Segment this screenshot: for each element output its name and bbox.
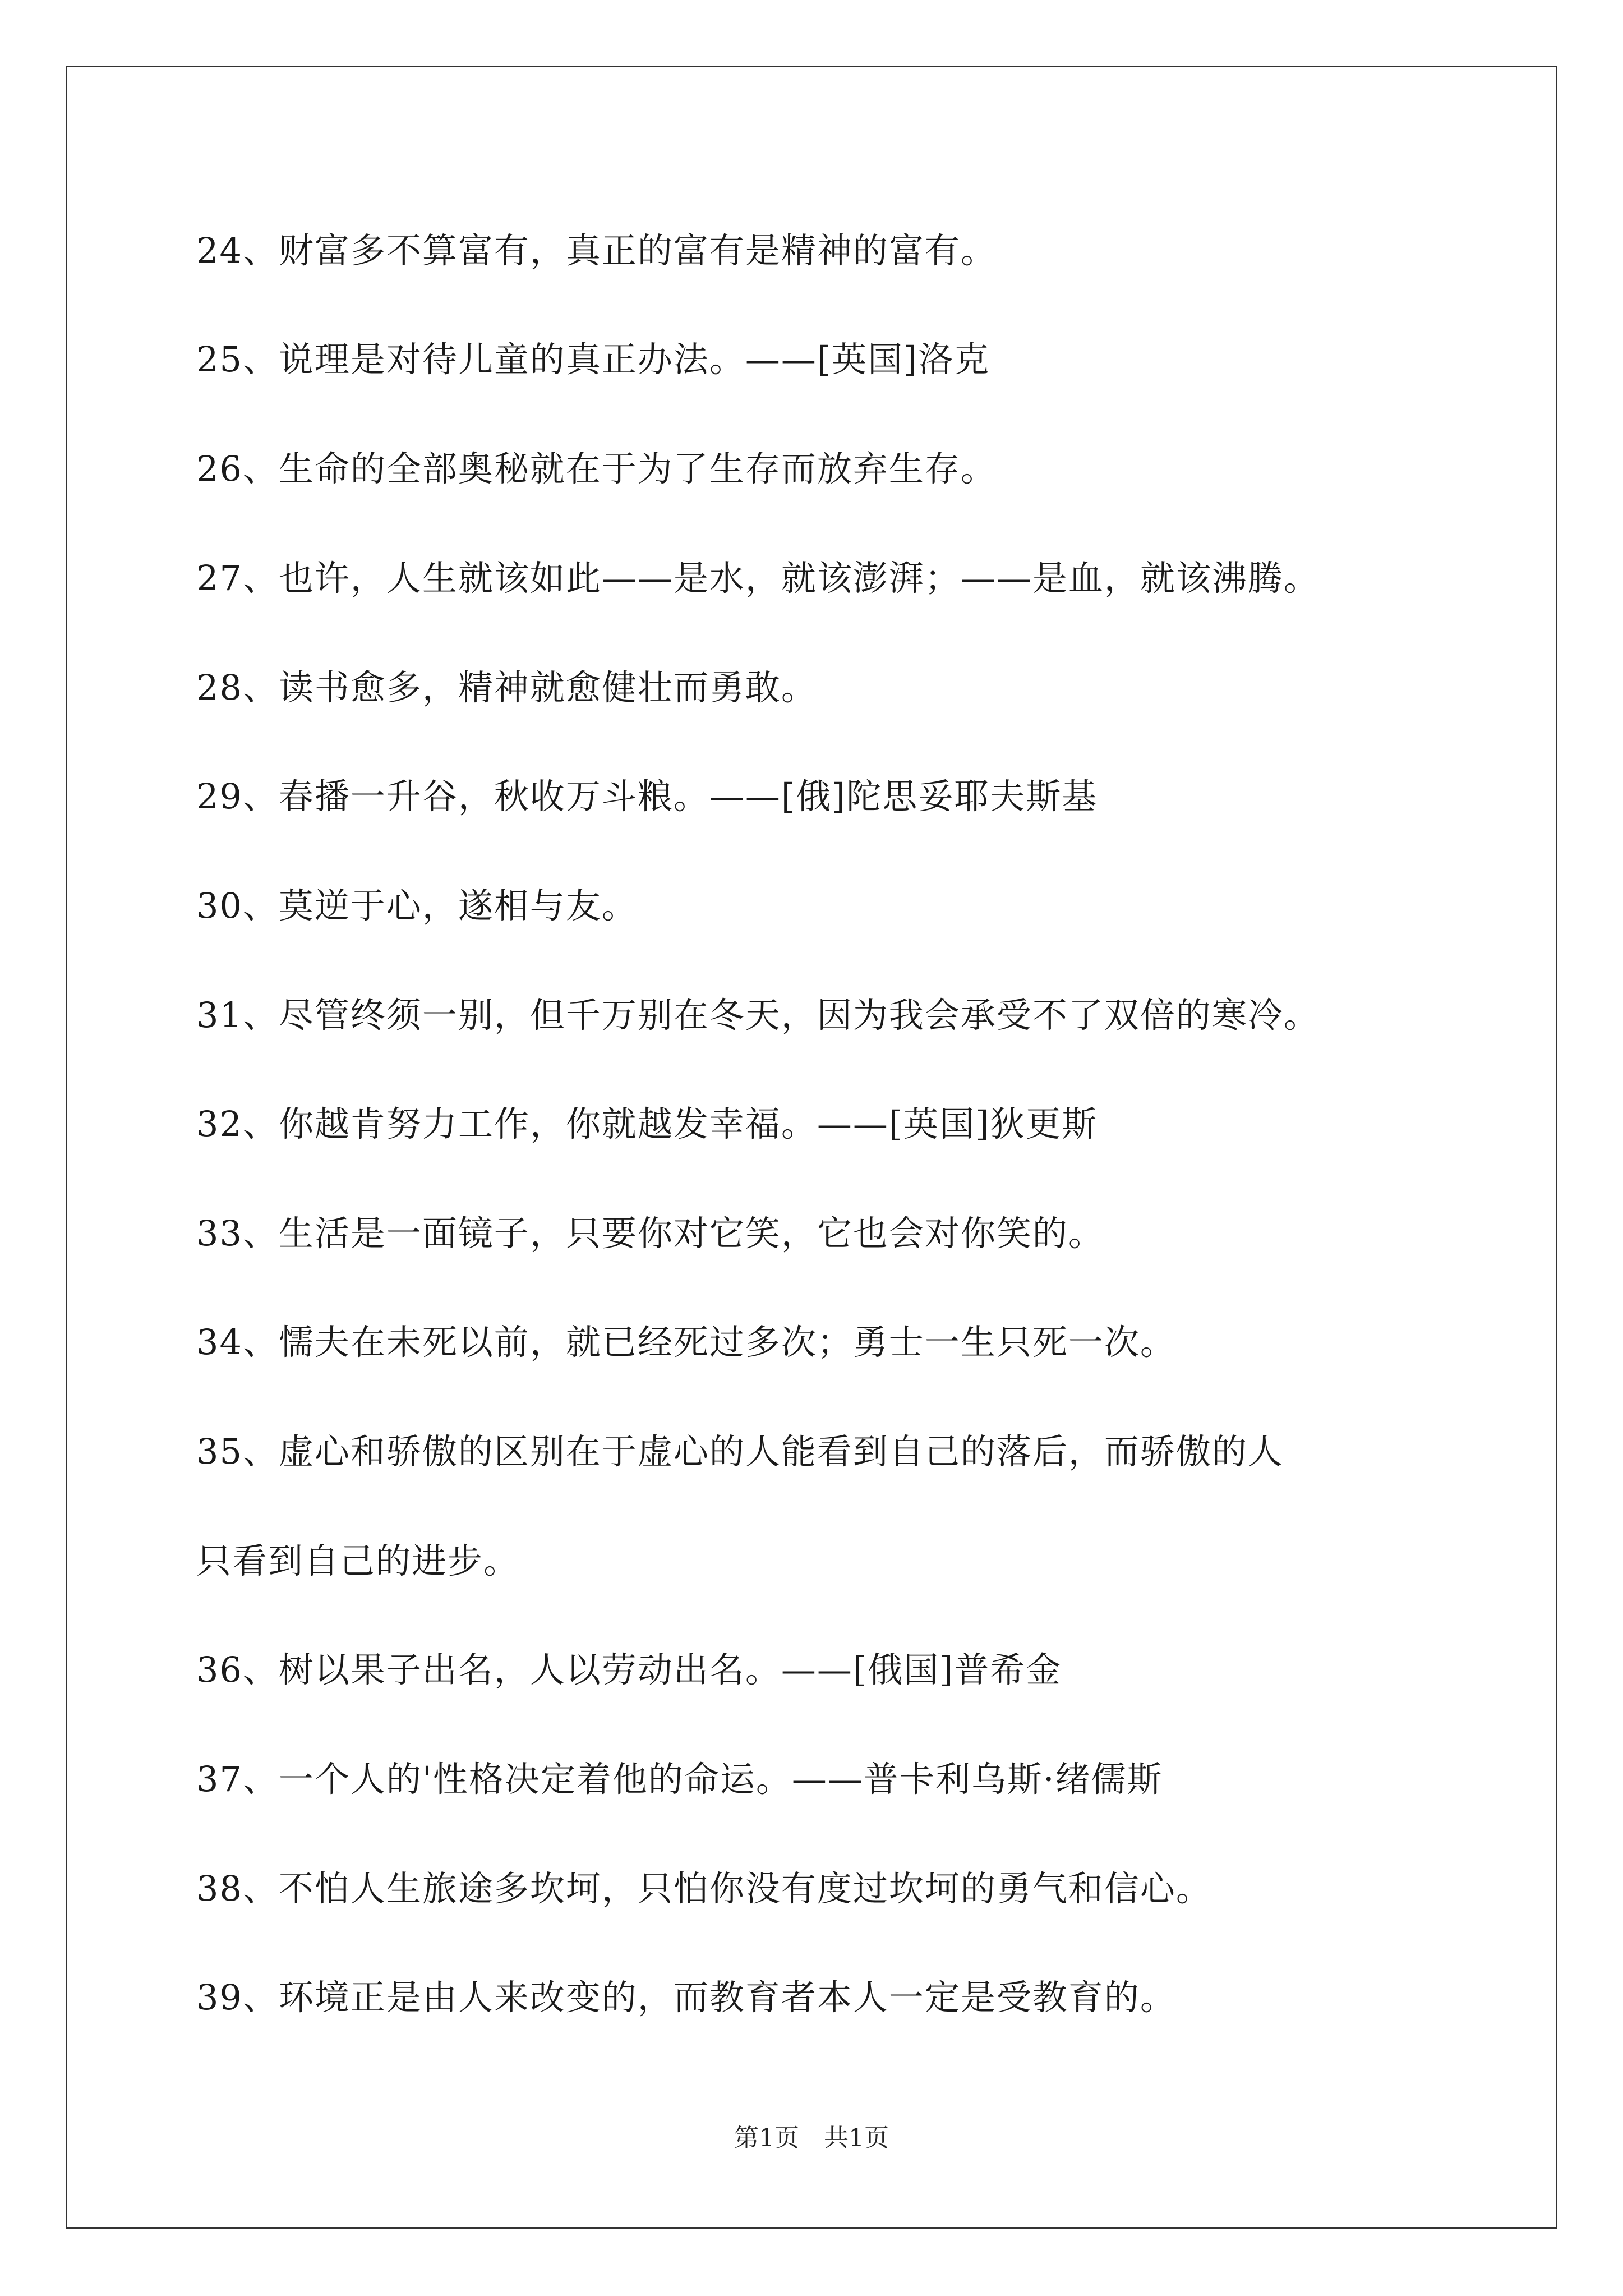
text-line: 31、尽管终须一别，但千万别在冬天，因为我会承受不了双倍的寒冷。 [196,995,1320,1036]
text-line: 只看到自己的进步。 [196,1540,520,1581]
page-footer: 第1页 共1页 [734,2124,889,2152]
text-line: 24、财富多不算富有，真正的富有是精神的富有。 [196,230,997,271]
text-line: 38、不怕人生旅途多坎坷，只怕你没有度过坎坷的勇气和信心。 [196,1868,1212,1909]
text-line: 32、你越肯努力工作，你就越发幸福。——[英国]狄更斯 [196,1103,1098,1144]
text-line: 26、生命的全部奥秘就在于为了生存而放弃生存。 [196,448,997,489]
text-line: 27、也许，人生就该如此——是水，就该澎湃；——是血，就该沸腾。 [196,558,1320,599]
text-line: 35、虚心和骄傲的区别在于虚心的人能看到自己的落后，而骄傲的人 [196,1431,1284,1472]
text-line: 25、说理是对待儿童的真正办法。——[英国]洛克 [196,339,990,380]
document-body [196,0,1520,2296]
text-line: 36、树以果子出名，人以劳动出名。——[俄国]普希金 [196,1649,1062,1690]
text-line: 30、莫逆于心，遂相与友。 [196,885,638,926]
text-line: 37、一个人的'性格决定着他的命运。——普卡利乌斯·绪儒斯 [196,1759,1163,1800]
text-line: 39、环境正是由人来改变的，而教育者本人一定是受教育的。 [196,1977,1176,2018]
text-line: 33、生活是一面镜子，只要你对它笑，它也会对你笑的。 [196,1213,1104,1254]
text-line: 29、春播一升谷，秋收万斗粮。——[俄]陀思妥耶夫斯基 [196,776,1098,817]
text-line: 34、懦夫在未死以前，就已经死过多次；勇士一生只死一次。 [196,1322,1176,1363]
text-line: 28、读书愈多，精神就愈健壮而勇敢。 [196,667,817,708]
